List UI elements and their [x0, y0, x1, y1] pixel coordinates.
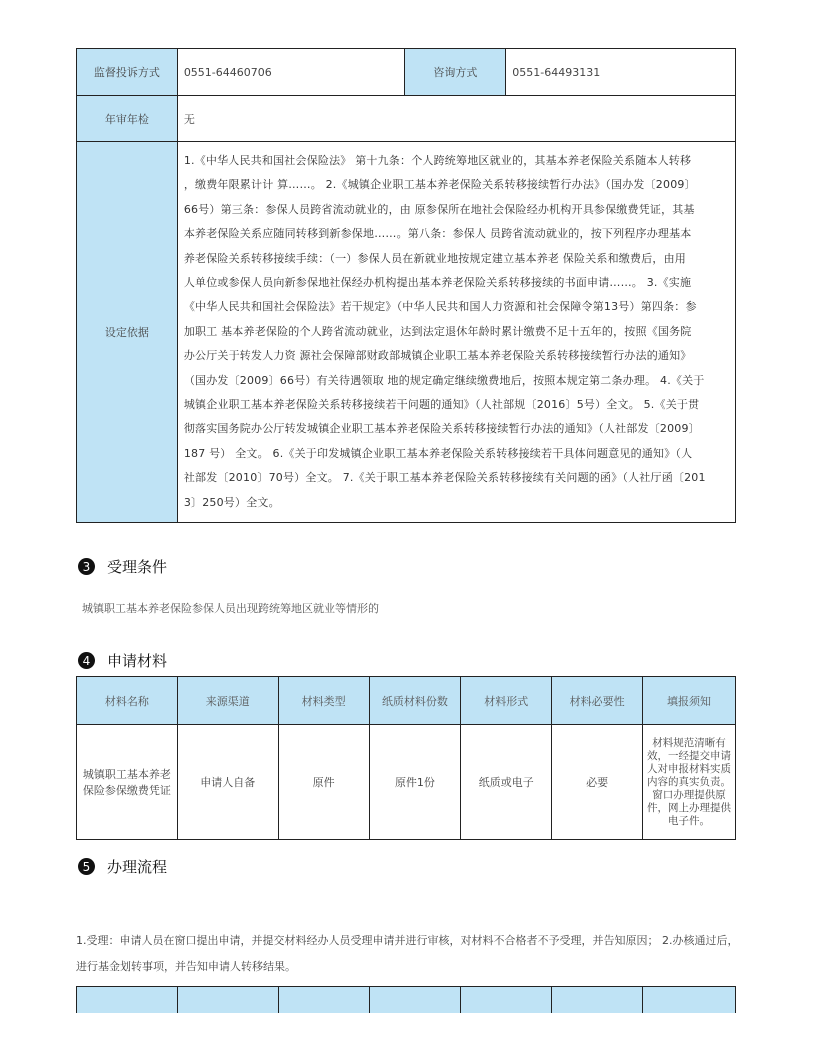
basis-line: 养老保险关系转移接续手续：（一）参保人员在新就业地按规定建立基本养老 保险关系和缴费后，由用	[183, 251, 687, 265]
basis-line: 社部发〔2010〕70号）全文。 7.《关于职工基本养老保险关系转移接续有关问题的函》（人社厅函〔201	[183, 471, 706, 485]
annual-check-value: 无	[177, 96, 735, 142]
basis-line: 1.《中华人民共和国社会保险法》 第十九条：个人跨统筹地区就业的，其基本养老保险关系随本人转移	[183, 154, 692, 167]
basis-line: 彻落实国务院办公厅转发城镇企业职工基本养老保险关系转移接续暂行办法的通知》（人社部发〔2009〕	[183, 422, 700, 436]
material-name-cell: 城镇职工基本养老保险参保缴费凭证	[77, 725, 178, 840]
materials-header-row	[77, 677, 736, 725]
header-cell	[461, 987, 552, 1014]
acceptance-text: 城镇职工基本养老保险参保人员出现跨统筹地区就业等情形的	[82, 602, 379, 615]
necessity-cell: 必要	[552, 725, 643, 840]
header-cell	[177, 987, 278, 1014]
complaint-value: 0551-64460706	[177, 49, 405, 96]
header-cell: 来源渠道	[177, 677, 278, 725]
consult-label: 咨询方式	[405, 49, 506, 96]
basis-line: 办公厅关于转发人力资 源社会保障部财政部城镇企业职工基本养老保险关系转移接续暂行办法的通知》	[183, 349, 692, 363]
header-cell	[552, 987, 643, 1014]
copies-cell: 原件1份	[369, 725, 461, 840]
section-number-badge: 3	[78, 558, 95, 575]
header-cell: 材料类型	[278, 677, 369, 725]
basis-line: 加职工 基本养老保险的个人跨省流动就业，达到法定退休年龄时累计缴费不足十五年的，按照《国务院	[183, 324, 692, 338]
basis-line: 本养老保险关系应随同转移到新参保地……。第八条：参保人 员跨省流动就业的，按下列程序办理基本	[183, 227, 692, 241]
header-cell	[643, 987, 736, 1014]
basis-line: 《中华人民共和国社会保险法》若干规定》（中华人民共和国人力资源和社会保障令第13号）第四条：参	[183, 300, 697, 314]
table-row	[77, 725, 736, 840]
basis-label: 设定依据	[77, 142, 178, 523]
section-number-badge: 4	[78, 652, 95, 669]
source-cell: 申请人自备	[177, 725, 278, 840]
basis-line: 人单位或参保人员向新参保地社保经办机构提出基本养老保险关系转移接续的书面申请……。 3.《实施	[183, 276, 692, 290]
notice-cell: 材料规范清晰有效，一经提交申请人对申报材料实质内容的真实负责。窗口办理提供原件，网上办理提供电子件。	[643, 725, 736, 840]
basis-line: 3〕250号）全文。	[183, 495, 280, 509]
basis-line: 187 号） 全文。 6.《关于印发城镇企业职工基本养老保险关系转移接续若干具体问题意见的通知》（人	[183, 446, 693, 460]
type-cell: 原件	[278, 725, 369, 840]
process-text: 1.受理：申请人员在窗口提出申请，并提交材料经办人员受理申请并进行审核，对材料不合格者不予受理，并告知原因； 2.办核通过后，进行基金划转事项，并告知申请人转移结果。	[76, 934, 739, 973]
header-cell: 材料名称	[77, 677, 178, 725]
section-title: 办理流程	[107, 858, 168, 876]
section-materials-heading	[78, 650, 167, 671]
header-cell: 填报须知	[643, 677, 736, 725]
basis-line: 66号）第三条：参保人员跨省流动就业的，由 原参保所在地社会保险经办机构开具参保缴费凭证，其基	[183, 202, 695, 216]
process-table-header	[76, 986, 736, 1013]
header-cell: 材料必要性	[552, 677, 643, 725]
basis-text	[177, 142, 735, 523]
section-title: 受理条件	[107, 558, 168, 576]
basis-line: 城镇企业职工基本养老保险关系转移接续若干问题的通知》（人社部规〔2016〕5号）全文。 5.《关于贯	[183, 398, 700, 412]
section-acceptance-heading	[78, 556, 167, 577]
section-process-heading	[78, 856, 167, 877]
consult-value: 0551-64493131	[506, 49, 736, 96]
section-title: 申请材料	[107, 652, 168, 670]
complaint-label: 监督投诉方式	[77, 49, 178, 96]
annual-check-label: 年审年检	[77, 96, 178, 142]
basis-line: （国办发〔2009〕66号）有关待遇领取 地的规定确定继续缴费地后，按照本规定第二条办理。 4.《关于	[183, 373, 705, 387]
basis-line: ，缴费年限累计计 算……。 2.《城镇企业职工基本养老保险关系转移接续暂行办法》（国办发〔2009〕	[183, 178, 696, 192]
header-cell	[278, 987, 369, 1014]
section-number-badge: 5	[78, 858, 95, 875]
materials-table	[76, 676, 736, 840]
form-cell: 纸质或电子	[461, 725, 552, 840]
header-cell	[77, 987, 178, 1014]
header-cell: 材料形式	[461, 677, 552, 725]
header-cell: 纸质材料份数	[369, 677, 461, 725]
header-cell	[369, 987, 461, 1014]
info-table	[76, 48, 736, 523]
